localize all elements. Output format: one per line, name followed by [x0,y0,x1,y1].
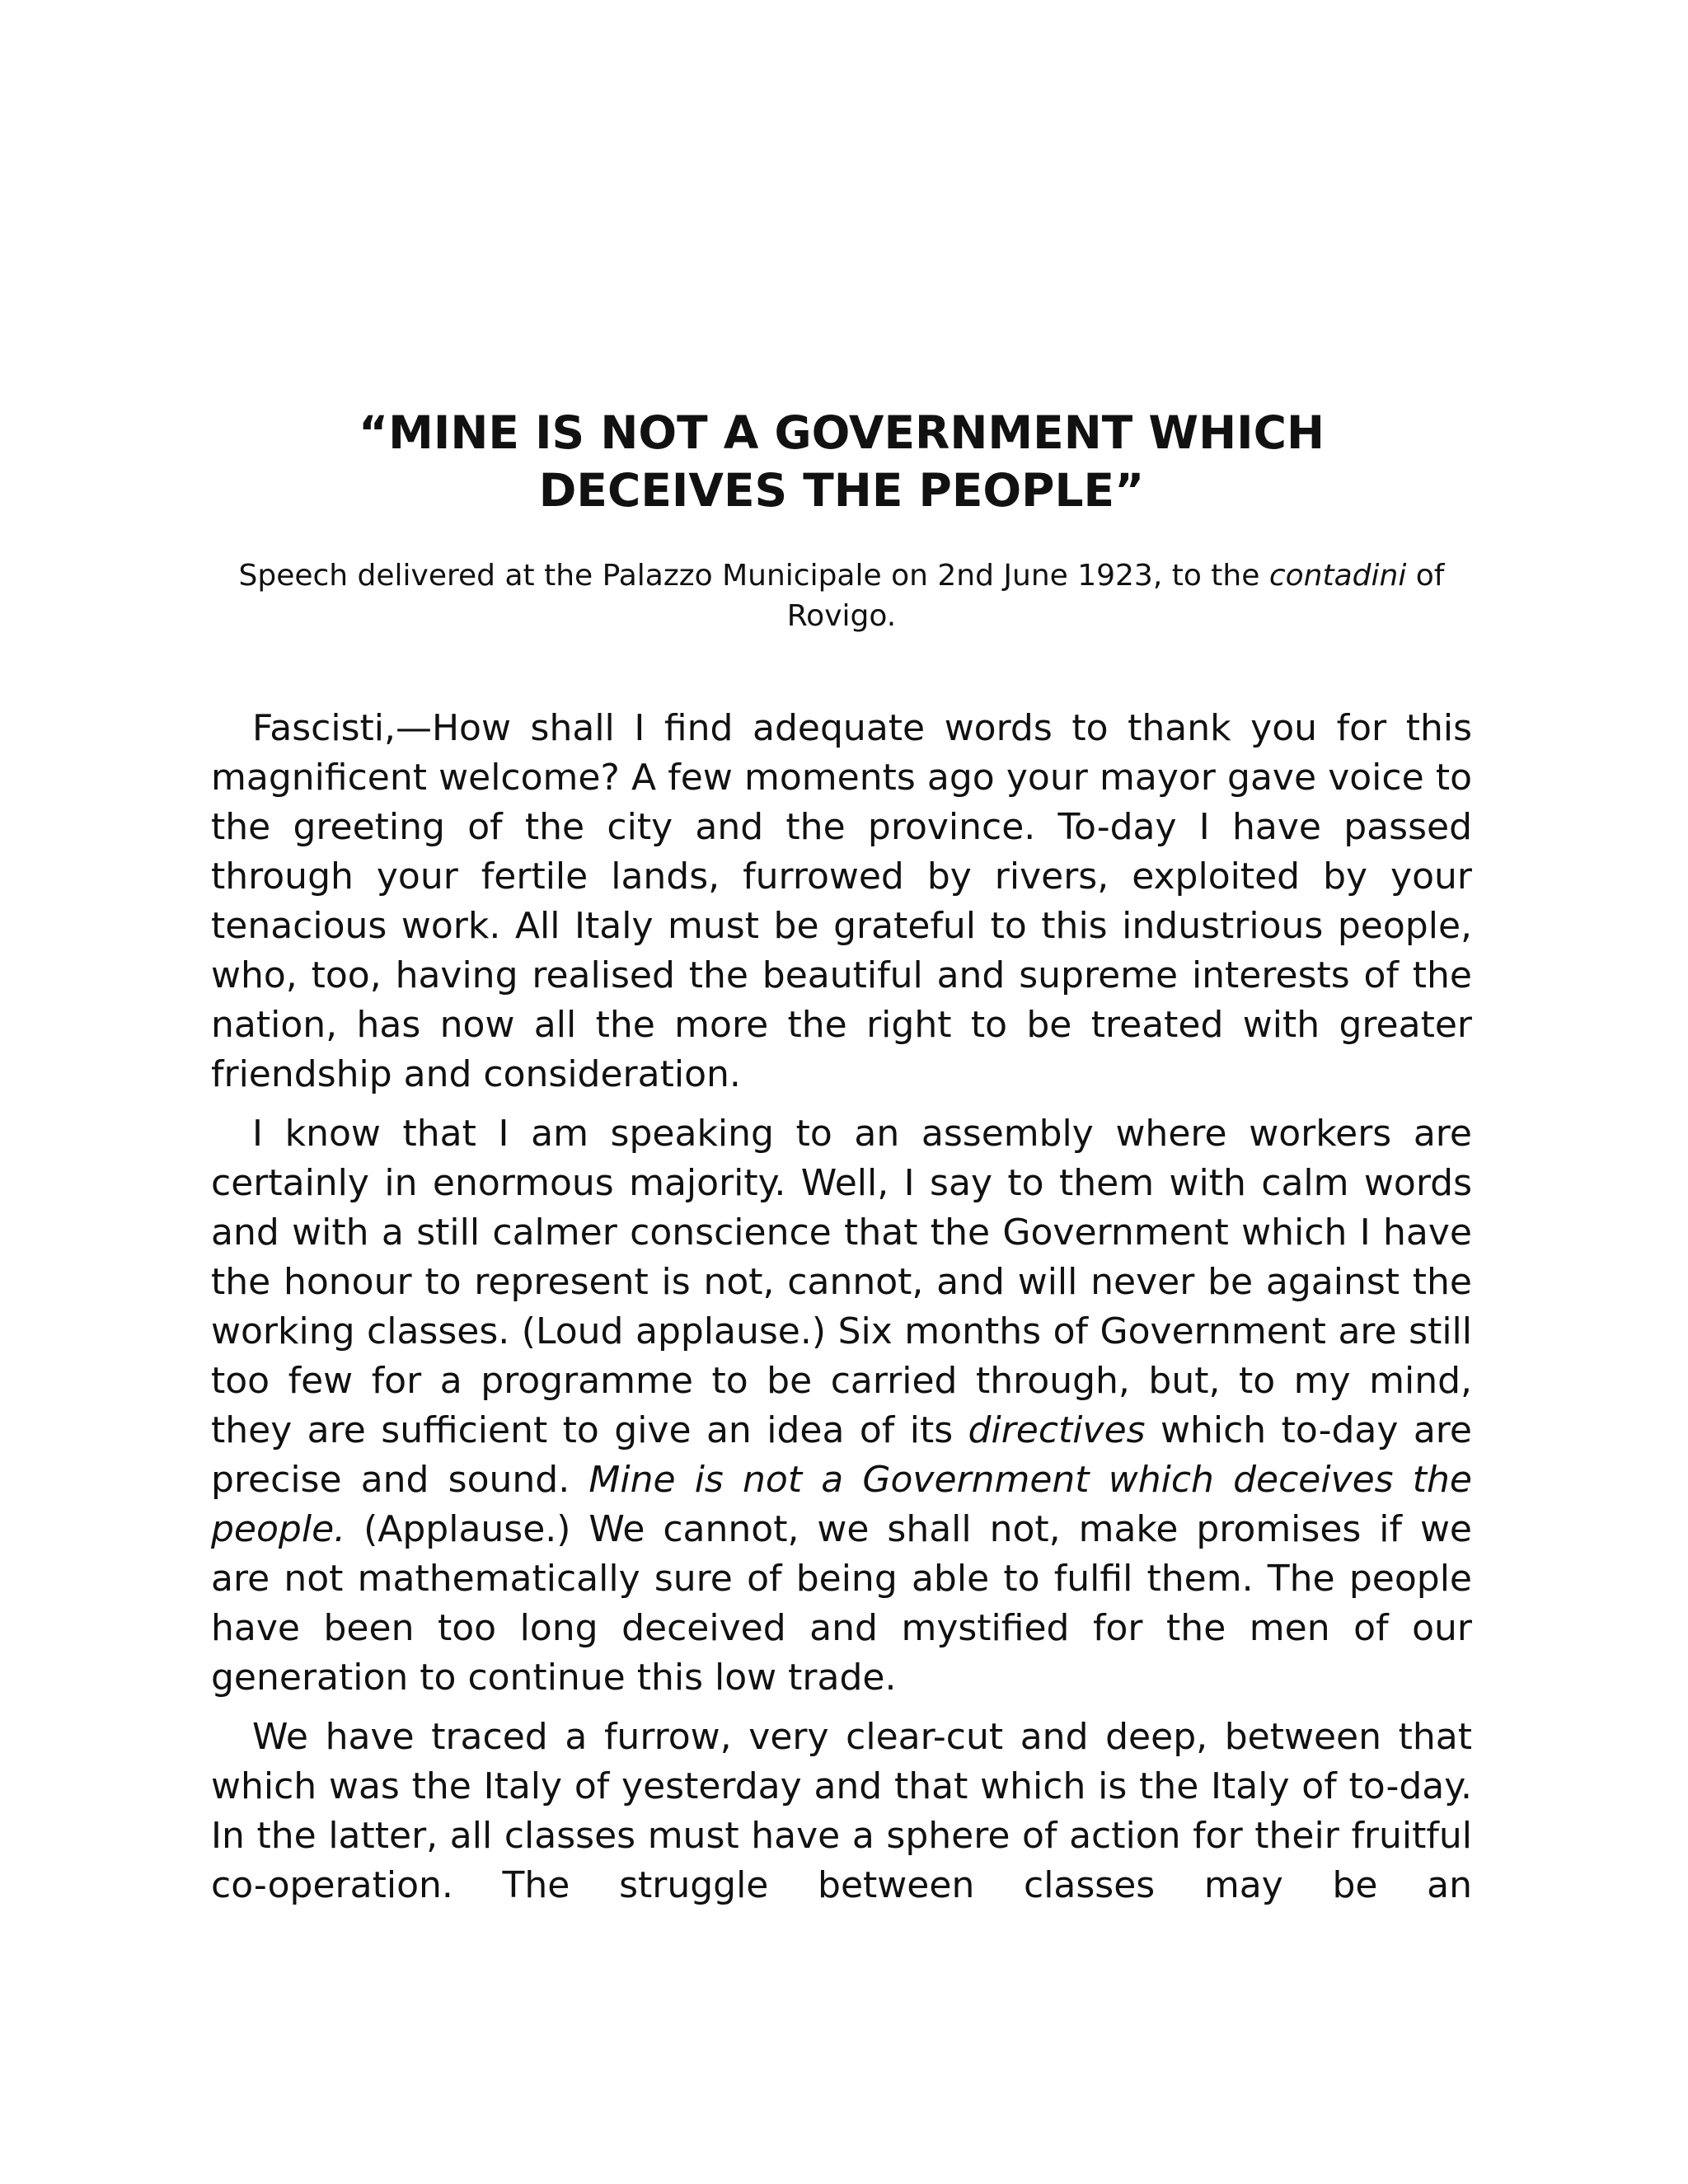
title-line-1: “MINE IS NOT A GOVERNMENT WHICH [359,406,1325,459]
document-page [211,404,1472,1920]
paragraph-2-part-e: (Applause.) We cannot, we shall not, make promises if we are not mathematically sure of being able to fulfil them. The people have been too long deceived and mystified for the men of our generation to continue this low trade. [211,1508,1472,1699]
paragraph-2-part-a: I know that I am speaking to an assembly where workers are certainly in enormous majority. Well, I say to them with calm words and with a still calmer conscience that the Government which I have the honour to represent is not, cannot, and will never be against the working classes. (Loud applause.) Six months of Government are still too few for a programme to be carried through, but, to my mind, they are sufficient to give an idea of its [211,1113,1472,1451]
title-line-2: DECEIVES THE PEOPLE” [538,464,1145,517]
paragraph-2-italic-quote: Mine is not a Government which deceives the people. [211,1459,1472,1550]
subtitle-text-after: of Rovigo. [786,559,1445,633]
subtitle-italic: contadini [1268,559,1407,593]
paragraph-1: Fascisti,—How shall I find adequate words to thank you for this magnificent welcome? A few moments ago your mayor gave voice to the greeting of the city and the province. To-day I have passed through your fertile lands, furrowed by rivers, exploited by your tenacious work. All Italy must be grateful to this industrious people, who, too, having realised the beautiful and supreme interests of the nation, has now all the more the right to be treated with greater friendship and consideration. [211,707,1472,1095]
speech-subtitle [211,555,1472,636]
speech-body [211,704,1472,1910]
paragraph-3: We have traced a furrow, very clear-cut and deep, between that which was the Italy of yesterday and that which is the Italy of to-day. In the latter, all classes must have a sphere of action for their fruitful co-operation. The struggle between classes may be an [211,1716,1472,1906]
page-title [211,404,1472,519]
subtitle-text-before: Speech delivered at the Palazzo Municipale on 2nd June 1923, to the [238,559,1269,593]
paragraph-2-italic-directives: directives [968,1409,1146,1451]
paragraph-2 [211,1109,1472,1703]
paragraph-2-part-c: which to-day are precise and sound. [211,1409,1472,1501]
